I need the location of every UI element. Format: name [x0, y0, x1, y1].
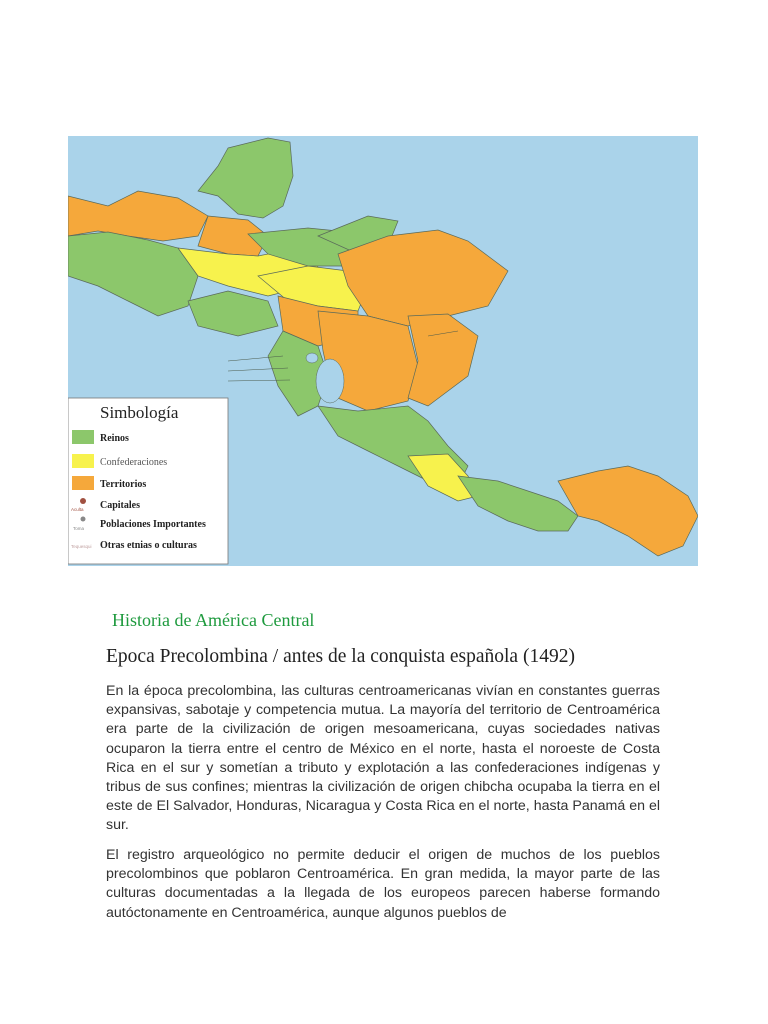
map-legend-title: Simbología	[100, 403, 179, 422]
legend-town-marker-caption: Toma	[73, 526, 85, 531]
subtitle: Epoca Precolombina / antes de la conquista española (1492)	[106, 646, 575, 667]
legend-culture-marker-caption: Tequesqui	[71, 544, 92, 549]
legend-swatch-confederaciones	[72, 454, 94, 468]
section-title: Historia de América Central	[112, 610, 315, 630]
map-legend	[68, 398, 228, 564]
paragraph-1: En la época precolombina, las culturas centroamericanas vivían en constantes guerras expansivas, sabotaje y competencia mutua. La mayoría del territorio de Centroamérica era parte de la civilización de origen mesoamericana, cuyas sociedades nativas ocuparon la tierra entre el centro de México en el norte, hasta el noroeste de Costa Rica en el sur y sometían a tributo y explotación a las confederaciones indígenas y tribus de sus confines; mientras la civilización de origen chibcha ocupaba la tierra en el este de El Salvador, Honduras, Nicaragua y Costa Rica en el norte, hasta Panamá en el sur.	[106, 683, 660, 834]
map-lake-nicaragua	[316, 359, 344, 403]
map-lake-managua	[306, 353, 318, 363]
legend-label-reinos: Reinos	[100, 433, 129, 444]
legend-label-poblaciones: Poblaciones Importantes	[100, 519, 206, 530]
legend-label-confederaciones: Confederaciones	[100, 457, 168, 468]
legend-town-marker-icon	[81, 517, 86, 522]
paragraph-2: El registro arqueológico no permite deducir el origen de muchos de los pueblos precolombinos que poblaron Centroamérica. En gran medida, la mayor parte de las culturas documentadas a la llegada de los europeos parecen haberse formando autóctonamente en Centroamérica, aunque algunos pueblos de	[106, 847, 660, 921]
legend-capital-marker-caption: Aculta	[71, 507, 84, 512]
legend-capital-marker-icon	[80, 498, 86, 504]
legend-label-capitales: Capitales	[100, 500, 140, 511]
legend-swatch-reinos	[72, 430, 94, 444]
legend-swatch-territorios	[72, 476, 94, 490]
legend-label-otras-etnias: Otras etnias o culturas	[100, 540, 197, 551]
central-america-map	[68, 136, 698, 566]
legend-label-territorios: Territorios	[100, 479, 147, 490]
